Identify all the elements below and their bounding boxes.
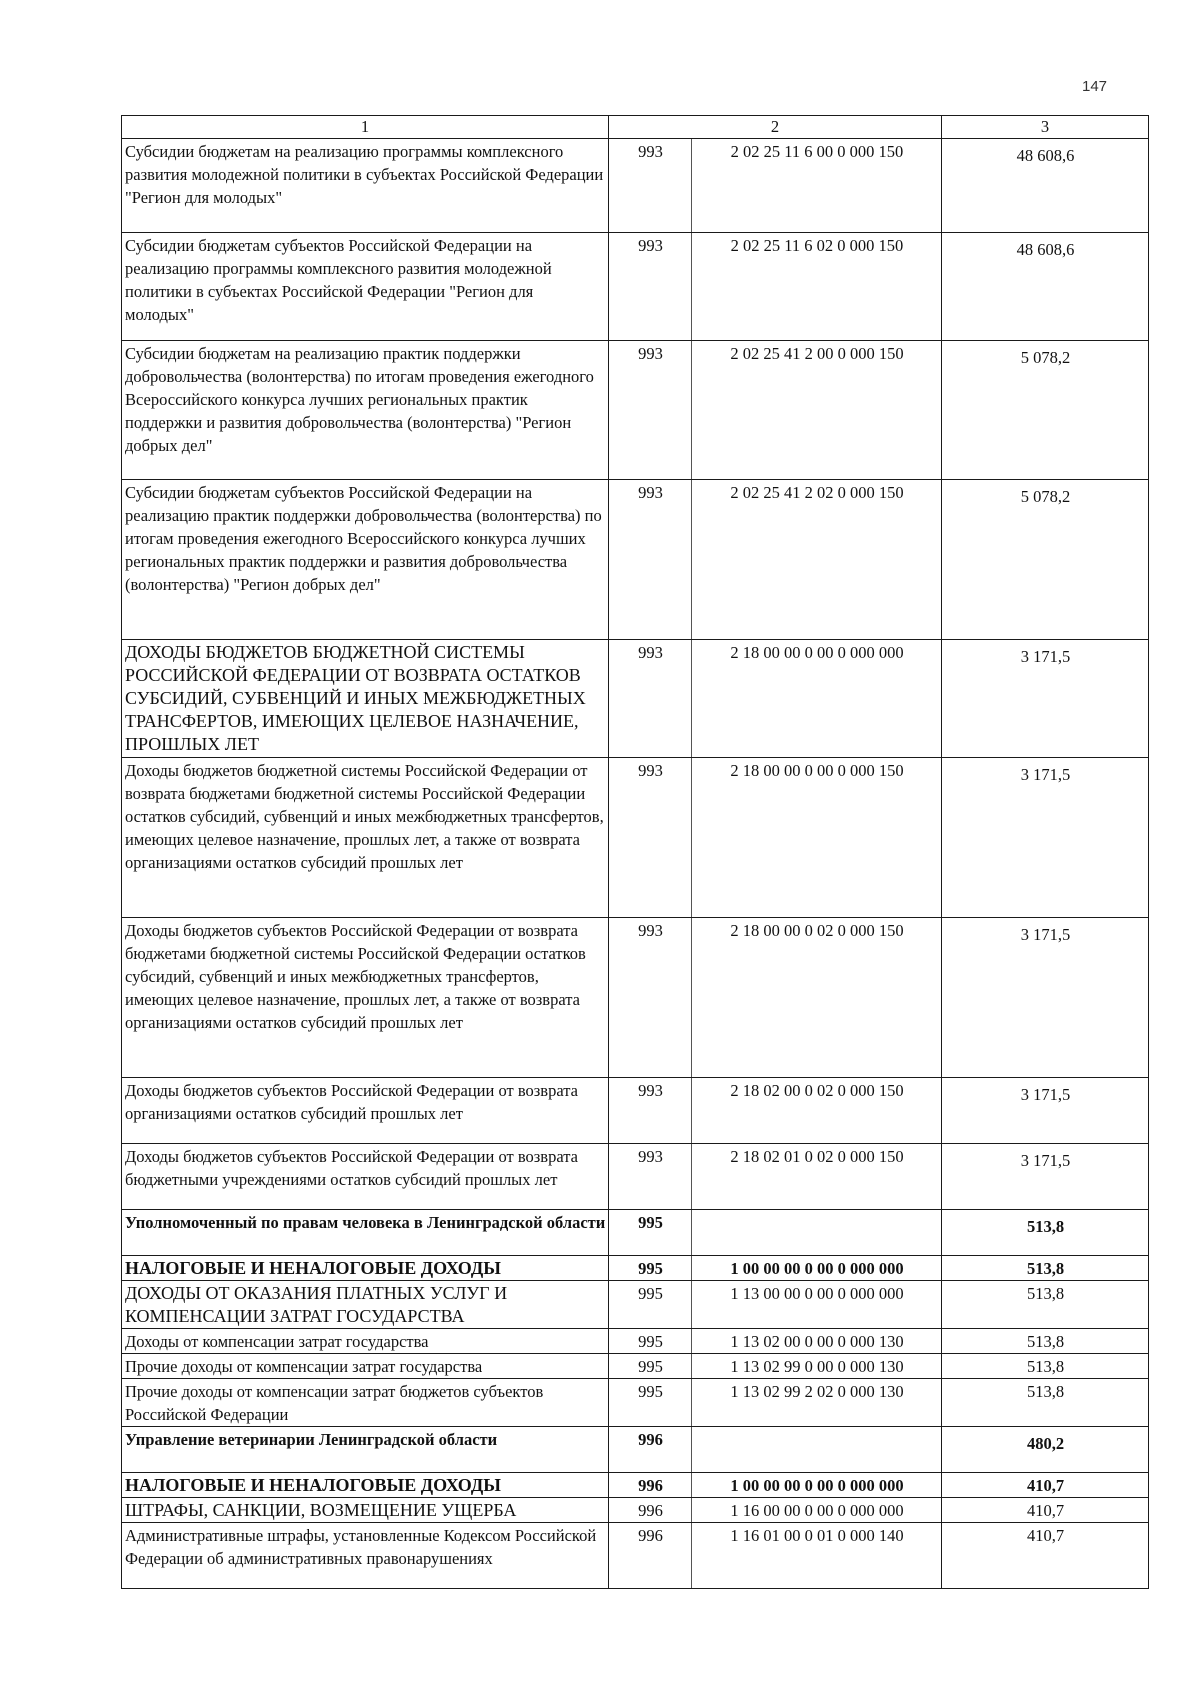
table-row (122, 1210, 1149, 1256)
row-name: Доходы бюджетов бюджетной системы Российской Федерации от возврата бюджетами бюджетной системы Российской Федерации остатков субсидий, субвенций и иных межбюджетных трансфертов, имеющих целевое назначение, прошлых лет, а также от возврата организациями остатков субсидий прошлых лет (122, 758, 609, 918)
row-revenue-code: 1 16 00 00 0 00 0 000 000 (692, 1498, 942, 1523)
row-admin-code: 993 (609, 1144, 692, 1210)
header-col-3: 3 (942, 116, 1149, 139)
row-revenue-code (692, 1210, 942, 1256)
row-amount-value: 3 171,5 (1020, 1085, 1071, 1104)
row-revenue-code: 2 18 00 00 0 00 0 000 000 (692, 640, 942, 758)
row-revenue-code: 2 02 25 41 2 02 0 000 150 (692, 480, 942, 640)
row-admin-code: 996 (609, 1427, 692, 1473)
table-row (122, 233, 1149, 341)
row-admin-code: 995 (609, 1354, 692, 1379)
row-name: НАЛОГОВЫЕ И НЕНАЛОГОВЫЕ ДОХОДЫ (122, 1473, 609, 1498)
row-admin-code: 993 (609, 640, 692, 758)
row-amount-value: 5 078,2 (1020, 348, 1071, 367)
row-revenue-code: 2 18 00 00 0 00 0 000 150 (692, 758, 942, 918)
row-revenue-code: 2 02 25 11 6 02 0 000 150 (692, 233, 942, 341)
table-row (122, 1473, 1149, 1498)
row-name: Прочие доходы от компенсации затрат бюджетов субъектов Российской Федерации (122, 1379, 609, 1427)
table-row (122, 139, 1149, 233)
table-row (122, 758, 1149, 918)
row-amount (942, 1427, 1149, 1473)
row-revenue-code: 1 13 02 00 0 00 0 000 130 (692, 1329, 942, 1354)
row-amount-value: 480,2 (1026, 1434, 1065, 1453)
row-name: Управление ветеринарии Ленинградской области (122, 1427, 609, 1473)
row-amount-value: 3 171,5 (1020, 765, 1071, 784)
row-admin-code: 993 (609, 233, 692, 341)
row-admin-code: 995 (609, 1329, 692, 1354)
row-name: ДОХОДЫ БЮДЖЕТОВ БЮДЖЕТНОЙ СИСТЕМЫ РОССИЙСКОЙ ФЕДЕРАЦИИ ОТ ВОЗВРАТА ОСТАТКОВ СУБСИДИЙ, СУБВЕНЦИЙ И ИНЫХ МЕЖБЮДЖЕТНЫХ ТРАНСФЕРТОВ, ИМЕЮЩИХ ЦЕЛЕВОЕ НАЗНАЧЕНИЕ, ПРОШЛЫХ ЛЕТ (122, 640, 609, 758)
row-revenue-code: 1 16 01 00 0 01 0 000 140 (692, 1523, 942, 1589)
row-revenue-code: 1 00 00 00 0 00 0 000 000 (692, 1256, 942, 1281)
header-col-2: 2 (609, 116, 942, 139)
table-row (122, 1144, 1149, 1210)
row-name: Субсидии бюджетам субъектов Российской Федерации на реализацию практик поддержки добровольчества (волонтерства) по итогам проведения ежегодного Всероссийского конкурса лучших региональных практик поддержки и развития добровольчества (волонтерства) "Регион добрых дел" (122, 480, 609, 640)
row-amount: 410,7 (942, 1498, 1149, 1523)
row-admin-code: 993 (609, 139, 692, 233)
row-amount: 513,8 (942, 1379, 1149, 1427)
table-row (122, 1256, 1149, 1281)
row-amount (942, 480, 1149, 640)
row-name: Доходы бюджетов субъектов Российской Федерации от возврата бюджетными учреждениями остатков субсидий прошлых лет (122, 1144, 609, 1210)
row-admin-code: 995 (609, 1256, 692, 1281)
row-amount (942, 1210, 1149, 1256)
row-admin-code: 993 (609, 1078, 692, 1144)
row-admin-code: 996 (609, 1498, 692, 1523)
row-admin-code: 993 (609, 341, 692, 480)
page-number: 147 (1082, 78, 1108, 95)
row-amount: 513,8 (942, 1281, 1149, 1329)
row-amount: 513,8 (942, 1329, 1149, 1354)
row-revenue-code: 2 02 25 41 2 00 0 000 150 (692, 341, 942, 480)
row-amount-value: 48 608,6 (1016, 240, 1075, 259)
row-name: НАЛОГОВЫЕ И НЕНАЛОГОВЫЕ ДОХОДЫ (122, 1256, 609, 1281)
row-name: ДОХОДЫ ОТ ОКАЗАНИЯ ПЛАТНЫХ УСЛУГ И КОМПЕНСАЦИИ ЗАТРАТ ГОСУДАРСТВА (122, 1281, 609, 1329)
row-name: Субсидии бюджетам субъектов Российской Федерации на реализацию программы комплексного развития молодежной политики в субъектах Российской Федерации "Регион для молодых" (122, 233, 609, 341)
row-revenue-code: 1 13 02 99 2 02 0 000 130 (692, 1379, 942, 1427)
row-admin-code: 996 (609, 1473, 692, 1498)
table-row (122, 1523, 1149, 1589)
table-row (122, 1498, 1149, 1523)
row-admin-code: 993 (609, 918, 692, 1078)
table-row (122, 341, 1149, 480)
revenue-table (121, 115, 1149, 1589)
row-admin-code: 996 (609, 1523, 692, 1589)
row-amount-value: 48 608,6 (1016, 146, 1075, 165)
row-admin-code: 995 (609, 1379, 692, 1427)
table-row (122, 480, 1149, 640)
row-name: Доходы бюджетов субъектов Российской Федерации от возврата организациями остатков субсидий прошлых лет (122, 1078, 609, 1144)
row-amount-value: 3 171,5 (1020, 1151, 1071, 1170)
row-amount (942, 758, 1149, 918)
row-amount: 410,7 (942, 1473, 1149, 1498)
row-amount: 513,8 (942, 1256, 1149, 1281)
row-revenue-code: 2 02 25 11 6 00 0 000 150 (692, 139, 942, 233)
row-revenue-code: 2 18 02 00 0 02 0 000 150 (692, 1078, 942, 1144)
row-amount-value: 3 171,5 (1020, 647, 1071, 666)
table-row (122, 918, 1149, 1078)
row-admin-code: 993 (609, 758, 692, 918)
row-name: Доходы от компенсации затрат государства (122, 1329, 609, 1354)
row-admin-code: 993 (609, 480, 692, 640)
row-amount-value: 5 078,2 (1020, 487, 1071, 506)
row-name: Уполномоченный по правам человека в Ленинградской области (122, 1210, 609, 1256)
row-amount: 513,8 (942, 1354, 1149, 1379)
row-amount-value: 513,8 (1026, 1217, 1065, 1236)
table-row (122, 1354, 1149, 1379)
header-col-1: 1 (122, 116, 609, 139)
table-row (122, 1078, 1149, 1144)
table-row (122, 1379, 1149, 1427)
row-revenue-code (692, 1427, 942, 1473)
row-revenue-code: 1 00 00 00 0 00 0 000 000 (692, 1473, 942, 1498)
row-amount (942, 918, 1149, 1078)
table-header-row (122, 116, 1149, 139)
row-amount (942, 341, 1149, 480)
row-amount: 410,7 (942, 1523, 1149, 1589)
row-amount (942, 233, 1149, 341)
table-row (122, 1329, 1149, 1354)
row-name: ШТРАФЫ, САНКЦИИ, ВОЗМЕЩЕНИЕ УЩЕРБА (122, 1498, 609, 1523)
table-row (122, 1281, 1149, 1329)
row-revenue-code: 2 18 02 01 0 02 0 000 150 (692, 1144, 942, 1210)
row-name: Субсидии бюджетам на реализацию практик поддержки добровольчества (волонтерства) по итогам проведения ежегодного Всероссийского конкурса лучших региональных практик поддержки и развития добровольчества (волонтерства) "Регион добрых дел" (122, 341, 609, 480)
row-amount-value: 3 171,5 (1020, 925, 1071, 944)
row-revenue-code: 1 13 00 00 0 00 0 000 000 (692, 1281, 942, 1329)
table-row (122, 1427, 1149, 1473)
row-revenue-code: 2 18 00 00 0 02 0 000 150 (692, 918, 942, 1078)
table-row (122, 640, 1149, 758)
row-amount (942, 1078, 1149, 1144)
row-admin-code: 995 (609, 1281, 692, 1329)
row-admin-code: 995 (609, 1210, 692, 1256)
row-amount (942, 1144, 1149, 1210)
row-name: Доходы бюджетов субъектов Российской Федерации от возврата бюджетами бюджетной системы Российской Федерации остатков субсидий, субвенций и иных межбюджетных трансфертов, имеющих целевое назначение, прошлых лет, а также от возврата организациями остатков субсидий прошлых лет (122, 918, 609, 1078)
row-amount (942, 640, 1149, 758)
row-name: Прочие доходы от компенсации затрат государства (122, 1354, 609, 1379)
row-amount (942, 139, 1149, 233)
row-name: Административные штрафы, установленные Кодексом Российской Федерации об административных правонарушениях (122, 1523, 609, 1589)
row-name: Субсидии бюджетам на реализацию программы комплексного развития молодежной политики в субъектах Российской Федерации "Регион для молодых" (122, 139, 609, 233)
row-revenue-code: 1 13 02 99 0 00 0 000 130 (692, 1354, 942, 1379)
